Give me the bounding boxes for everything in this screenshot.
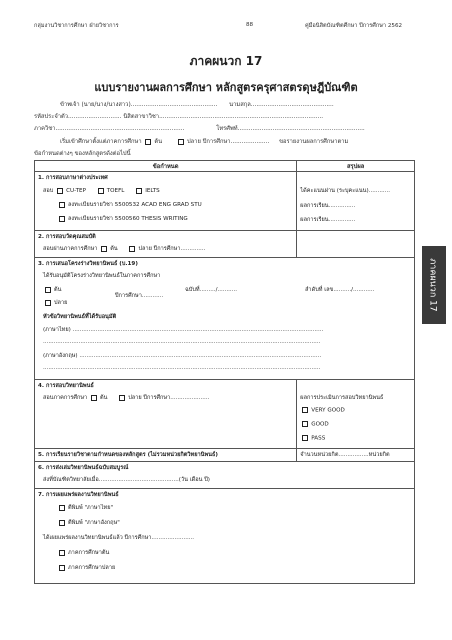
academic-year-field: ปลาย ปีการศึกษา.....................: [187, 139, 270, 145]
publication-second-label: ภาคการศึกษาปลาย: [68, 565, 116, 571]
proposal-number-field: ลำดับที่ เลข........../............: [305, 287, 375, 293]
qualifying-year-field: ปลาย ปีการศึกษา..............: [138, 246, 206, 252]
proposal-issue-field: ฉบับที่........./...........: [185, 287, 238, 293]
submission-date-field: ส่งที่บัณฑิตวิทยาลัยเมื่อ.............................................(วัน เดือน ปี): [43, 477, 210, 483]
header-page-number: 88: [246, 22, 254, 28]
header-right: คู่มือนิสิตบัณฑิตศึกษา ปีการศึกษา 2562: [305, 23, 403, 29]
ielts-checkbox[interactable]: [136, 188, 142, 194]
defense-semester-label: สอบภาคการศึกษา: [43, 395, 88, 401]
qualifying-first-checkbox[interactable]: [101, 246, 107, 252]
publish-english-checkbox[interactable]: [59, 520, 65, 526]
thesis-title-heading: หัวข้อวิทยานิพนธ์ที่ได้รับอนุมัติ: [43, 314, 117, 320]
publication-first-label: ภาคการศึกษาต้น: [68, 550, 110, 556]
course-5500560-checkbox[interactable]: [59, 216, 65, 222]
name-field: ข้าพเจ้า (นาย/นาง/นางสาว)...............................................: [60, 102, 218, 108]
good-checkbox[interactable]: [302, 421, 308, 427]
column-header-result: สรุปผล: [297, 161, 415, 172]
publication-year-field: ได้เผยแพร่ผลงานวิทยานิพนธ์แล้ว ปีการศึกษา........................: [43, 535, 195, 541]
exam-label: สอบ: [43, 188, 54, 194]
student-id-line: [34, 111, 323, 121]
publish-english-label: ตีพิมพ์ "ภาษาอังกฤษ": [68, 520, 120, 526]
section-defense: [35, 380, 296, 448]
good-label: GOOD: [311, 421, 329, 428]
very-good-checkbox[interactable]: [302, 407, 308, 413]
requirements-table: [34, 160, 415, 584]
department-field: ภาควิชา......................................................................: [34, 126, 185, 132]
course-5500532-label: ลงทะเบียนรายวิชา 5500532 ACAD ENG GRAD STU: [68, 202, 202, 208]
publish-thai-checkbox[interactable]: [59, 505, 65, 511]
proposal-first-checkbox[interactable]: [45, 287, 51, 293]
appendix-side-tab: [422, 246, 446, 324]
second-semester-checkbox[interactable]: [178, 139, 184, 145]
phone-field: โทรศัพท์.....................................................................: [216, 126, 365, 132]
thesis-title-thai-field: (ภาษาไทย) .............................................................................................................................................: [43, 327, 324, 333]
column-header-requirement: ข้อกำหนด: [35, 161, 297, 172]
side-tab-label: ภาคผนวก 17: [428, 258, 438, 312]
section-heading: 5. การเรียนรายวิชาตามกำหนดของหลักสูตร (ไม่รวมหน่วยกิตวิทยานิพนธ์): [38, 452, 218, 458]
defense-first-label: ต้น: [99, 395, 108, 401]
ielts-label: IELTS: [145, 188, 160, 194]
thesis-title-english-field: (ภาษาอังกฤษ) ........................................................................................................................................: [43, 353, 322, 359]
section-proposal: [35, 258, 414, 379]
proposal-year-field: ปีการศึกษา............: [115, 293, 164, 299]
section-heading: 7. การเผยแพร่ผลงานวิทยานิพนธ์: [38, 492, 119, 498]
proposal-first-label: ต้น: [54, 287, 62, 293]
cutep-checkbox[interactable]: [57, 188, 63, 194]
surname-field: นามสกุล.............................................: [229, 102, 334, 108]
very-good-label: VERY GOOD: [311, 407, 345, 414]
start-semester-label: เริ่มเข้าศึกษาตั้งแต่ภาคการศึกษา: [60, 139, 142, 145]
section-heading: 2. การสอบวัดคุณสมบัติ: [38, 234, 96, 240]
section-coursework: [35, 449, 296, 461]
proposal-approved-label: ได้รับอนุมัติโครงร่างวิทยานิพนธ์ในภาคการศึกษา: [43, 273, 161, 279]
header-left: กลุ่มงานวิชาการศึกษา ฝ่ายวิชาการ: [34, 23, 119, 29]
grade-field-1: ผลการเรียน...............: [300, 203, 356, 209]
cutep-label: CU-TEP: [66, 188, 86, 194]
intro-continuation: ข้อกำหนดต่างๆ ของหลักสูตรดังต่อไปนี้: [34, 151, 131, 157]
publication-first-checkbox[interactable]: [59, 550, 65, 556]
defense-first-checkbox[interactable]: [91, 395, 97, 401]
first-semester-checkbox[interactable]: [145, 139, 151, 145]
qualifying-second-checkbox[interactable]: [129, 246, 135, 252]
course-5500560-label: ลงทะเบียนรายวิชา 5500560 THESIS WRITING: [68, 216, 188, 222]
defense-result-label: ผลการประเมินการสอบวิทยานิพนธ์: [300, 395, 384, 401]
section-heading: 1. การสอบภาษาต่างประเทศ: [38, 175, 108, 181]
credits-field: จำนวนหน่วยกิต.................หน่วยกิต: [300, 452, 390, 458]
proposal-second-label: ปลาย: [54, 300, 68, 306]
major-field: นิสิตสาขาวิชา.........................................................................................: [123, 114, 324, 120]
pass-label: PASS: [311, 435, 326, 442]
section-heading: 4. การสอบวิทยานิพนธ์: [38, 383, 94, 389]
thesis-title-thai-continued: ............................................................................................................................................................: [43, 339, 321, 345]
defense-second-checkbox[interactable]: [119, 395, 125, 401]
section-heading: 6. การส่งเล่มวิทยานิพนธ์ฉบับสมบูรณ์: [38, 465, 129, 471]
pass-checkbox[interactable]: [302, 435, 308, 441]
score-field: ได้คะแนนผ่าน (ระบุคะแนน)............: [300, 188, 391, 194]
qualifying-semester-label: สอบผ่านภาคการศึกษา: [43, 246, 98, 252]
defense-year-field: ปลาย ปีการศึกษา......................: [128, 395, 210, 401]
section-submission: [35, 462, 414, 488]
student-id-field: รหัสประจำตัว.............................: [34, 114, 122, 120]
proposal-second-checkbox[interactable]: [45, 300, 51, 306]
section-publication: [35, 489, 414, 583]
page-title: ภาคผนวก 17: [189, 54, 263, 68]
course-5500532-checkbox[interactable]: [59, 202, 65, 208]
thesis-title-english-continued: ............................................................................................................................................................: [43, 365, 321, 371]
section-heading: 3. การเสนอโครงร่างวิทยานิพนธ์ (บ.19): [38, 261, 138, 267]
department-line: [34, 123, 365, 133]
publication-second-checkbox[interactable]: [59, 565, 65, 571]
toefl-label: TOEFL: [106, 188, 125, 194]
first-semester-label: ต้น: [154, 139, 163, 145]
section-language: [35, 172, 296, 230]
qualifying-first-label: ต้น: [110, 246, 118, 252]
name-line: [60, 99, 334, 109]
form-subtitle: แบบรายงานผลการศึกษา หลักสูตรครุศาสตรดุษฎีบัณฑิต: [94, 81, 358, 94]
section-qualifying: [35, 231, 296, 257]
report-label: ขอรายงานผลการศึกษาตาม: [279, 139, 349, 145]
publish-thai-label: ตีพิมพ์ "ภาษาไทย": [68, 505, 114, 511]
start-semester-line: [60, 136, 348, 146]
grade-field-2: ผลการเรียน...............: [300, 217, 356, 223]
toefl-checkbox[interactable]: [98, 188, 104, 194]
